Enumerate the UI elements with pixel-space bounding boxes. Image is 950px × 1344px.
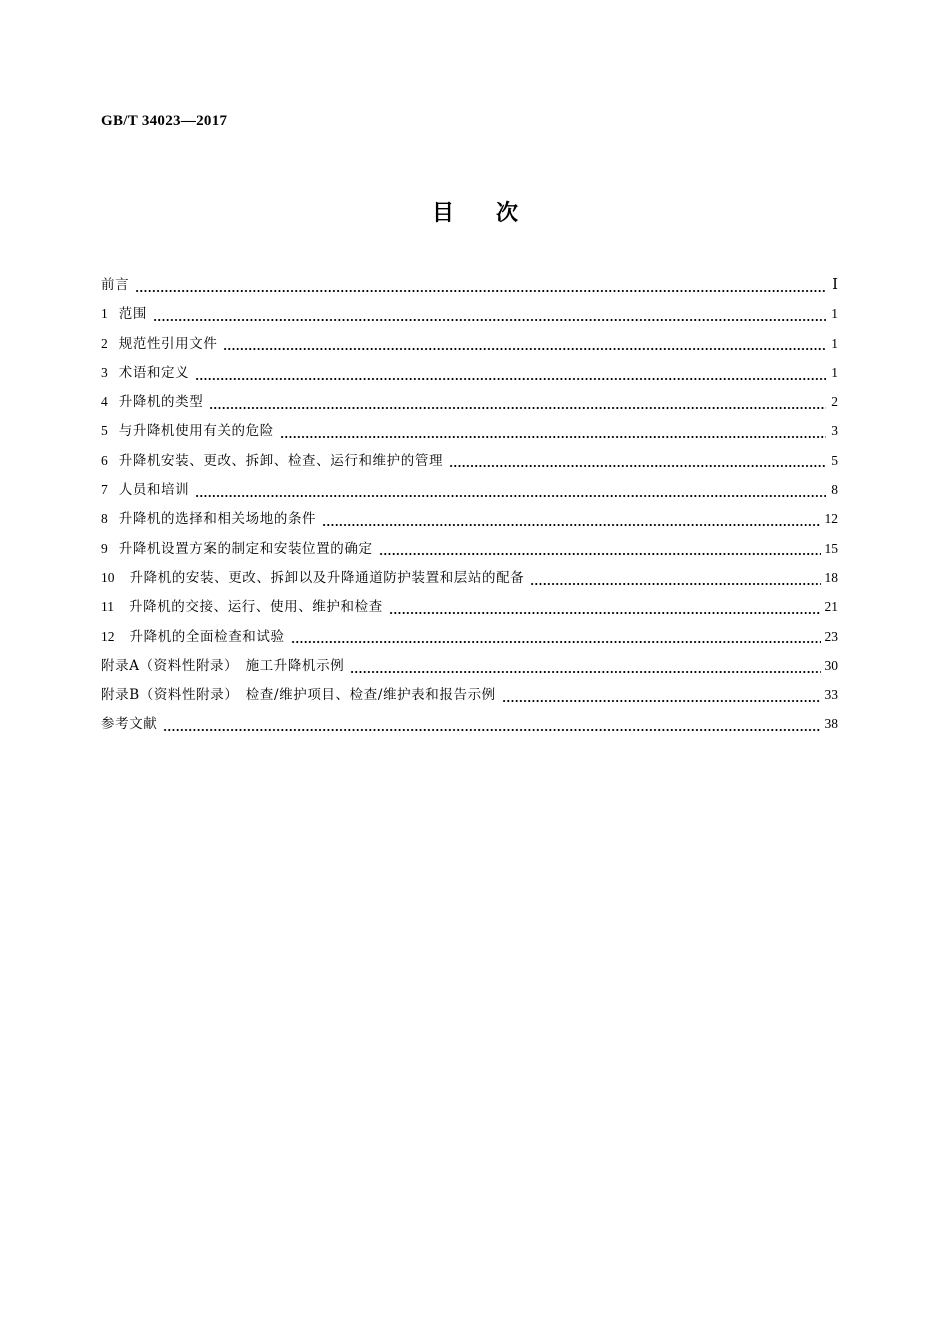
toc-leader (163, 723, 820, 735)
toc-title-part1: 目 (431, 201, 454, 226)
toc-page-number: 38 (824, 716, 838, 732)
toc-entry-text: 升降机的类型 (118, 394, 204, 411)
toc-entry-preface[interactable] (101, 275, 838, 304)
toc-leader (502, 694, 821, 706)
toc-entry-number: 5 (101, 423, 108, 439)
toc-page-number: 8 (831, 482, 838, 498)
toc-page-number: 1 (831, 364, 838, 380)
toc-entry-text: 前言 (101, 277, 130, 293)
toc-leader (379, 547, 821, 559)
toc-entry-4[interactable] (101, 392, 838, 421)
toc-entry-number: 6 (101, 452, 108, 468)
toc-entry-annex-b[interactable] (101, 685, 838, 714)
toc-entry-number: 9 (101, 540, 108, 556)
toc-leader (280, 430, 826, 442)
toc-leader (449, 459, 826, 471)
toc-leader (389, 606, 821, 618)
toc-page-number: 21 (824, 599, 838, 615)
toc-page-number: 2 (831, 394, 838, 410)
toc-page-number: Ⅰ (832, 277, 838, 293)
toc-entry-text: 范围 (118, 306, 147, 323)
toc-entry-12[interactable] (101, 627, 838, 656)
toc-page-number: 1 (831, 335, 838, 351)
toc-entry-text: 规范性引用文件 (118, 335, 218, 352)
toc-entry-annex-a[interactable] (101, 656, 838, 685)
toc-page-number: 3 (831, 423, 838, 439)
toc-entry-5[interactable] (101, 421, 838, 450)
toc-entry-text: 升降机的交接、运行、使用、维护和检查 (129, 599, 383, 616)
toc-page-number: 23 (824, 628, 838, 644)
toc-entry-2[interactable] (101, 334, 838, 363)
toc-entry-bibliography[interactable] (101, 714, 838, 743)
toc-entry-11[interactable] (101, 597, 838, 626)
toc-entry-7[interactable] (101, 480, 838, 509)
toc-leader (153, 313, 826, 325)
toc-entry-3[interactable] (101, 363, 838, 392)
toc-leader (291, 635, 821, 647)
toc-leader (195, 489, 826, 501)
toc-leader (135, 284, 826, 296)
toc-entry-text: 升降机设置方案的制定和安装位置的确定 (118, 540, 373, 557)
toc-entry-number: 8 (101, 511, 108, 527)
toc-entry-1[interactable] (101, 304, 838, 333)
toc-title-part2: 次 (496, 201, 519, 226)
toc-page-number: 30 (824, 657, 838, 673)
toc-page-number: 18 (824, 569, 838, 585)
toc-entry-number: 7 (101, 482, 108, 498)
toc-entry-6[interactable] (101, 451, 838, 480)
toc-page-number: 33 (824, 687, 838, 703)
toc-leader (195, 372, 826, 384)
toc-entry-text: 术语和定义 (118, 364, 190, 381)
toc-entry-text: 升降机的安装、更改、拆卸以及升降通道防护装置和层站的配备 (129, 569, 525, 586)
toc-leader (350, 665, 820, 677)
toc-entry-10[interactable] (101, 568, 838, 597)
standard-code: GB/T 34023—2017 (101, 113, 228, 129)
toc-leader (209, 401, 826, 413)
toc-page-number: 12 (824, 511, 838, 527)
toc-page-number: 1 (831, 306, 838, 322)
toc-entry-text: 参考文献 (101, 716, 158, 733)
toc-entry-8[interactable] (101, 509, 838, 538)
toc-list (101, 275, 838, 744)
toc-entry-text: 与升降机使用有关的危险 (118, 423, 274, 440)
toc-entry-number: 1 (101, 306, 108, 322)
toc-page-number: 15 (824, 540, 838, 556)
toc-entry-text: 升降机的选择和相关场地的条件 (118, 511, 317, 528)
toc-entry-text: 升降机的全面检查和试验 (129, 628, 285, 645)
toc-title (0, 196, 950, 227)
toc-entry-number: 3 (101, 364, 108, 380)
toc-entry-number: 2 (101, 335, 108, 351)
toc-leader (223, 342, 826, 354)
toc-entry-text: 升降机安装、更改、拆卸、检查、运行和维护的管理 (118, 452, 444, 469)
toc-leader (322, 518, 820, 530)
toc-leader (530, 577, 820, 589)
toc-entry-9[interactable] (101, 539, 838, 568)
toc-entry-number: 11 (101, 599, 114, 615)
toc-entry-text: 人员和培训 (118, 482, 190, 499)
toc-entry-number: 10 (101, 569, 115, 585)
toc-page-number: 5 (831, 452, 838, 468)
toc-entry-text: 附录B（资料性附录） 检查/维护项目、检查/维护表和报告示例 (101, 687, 496, 704)
toc-entry-number: 4 (101, 394, 108, 410)
toc-entry-text: 附录A（资料性附录） 施工升降机示例 (101, 657, 345, 674)
toc-entry-number: 12 (101, 628, 115, 644)
